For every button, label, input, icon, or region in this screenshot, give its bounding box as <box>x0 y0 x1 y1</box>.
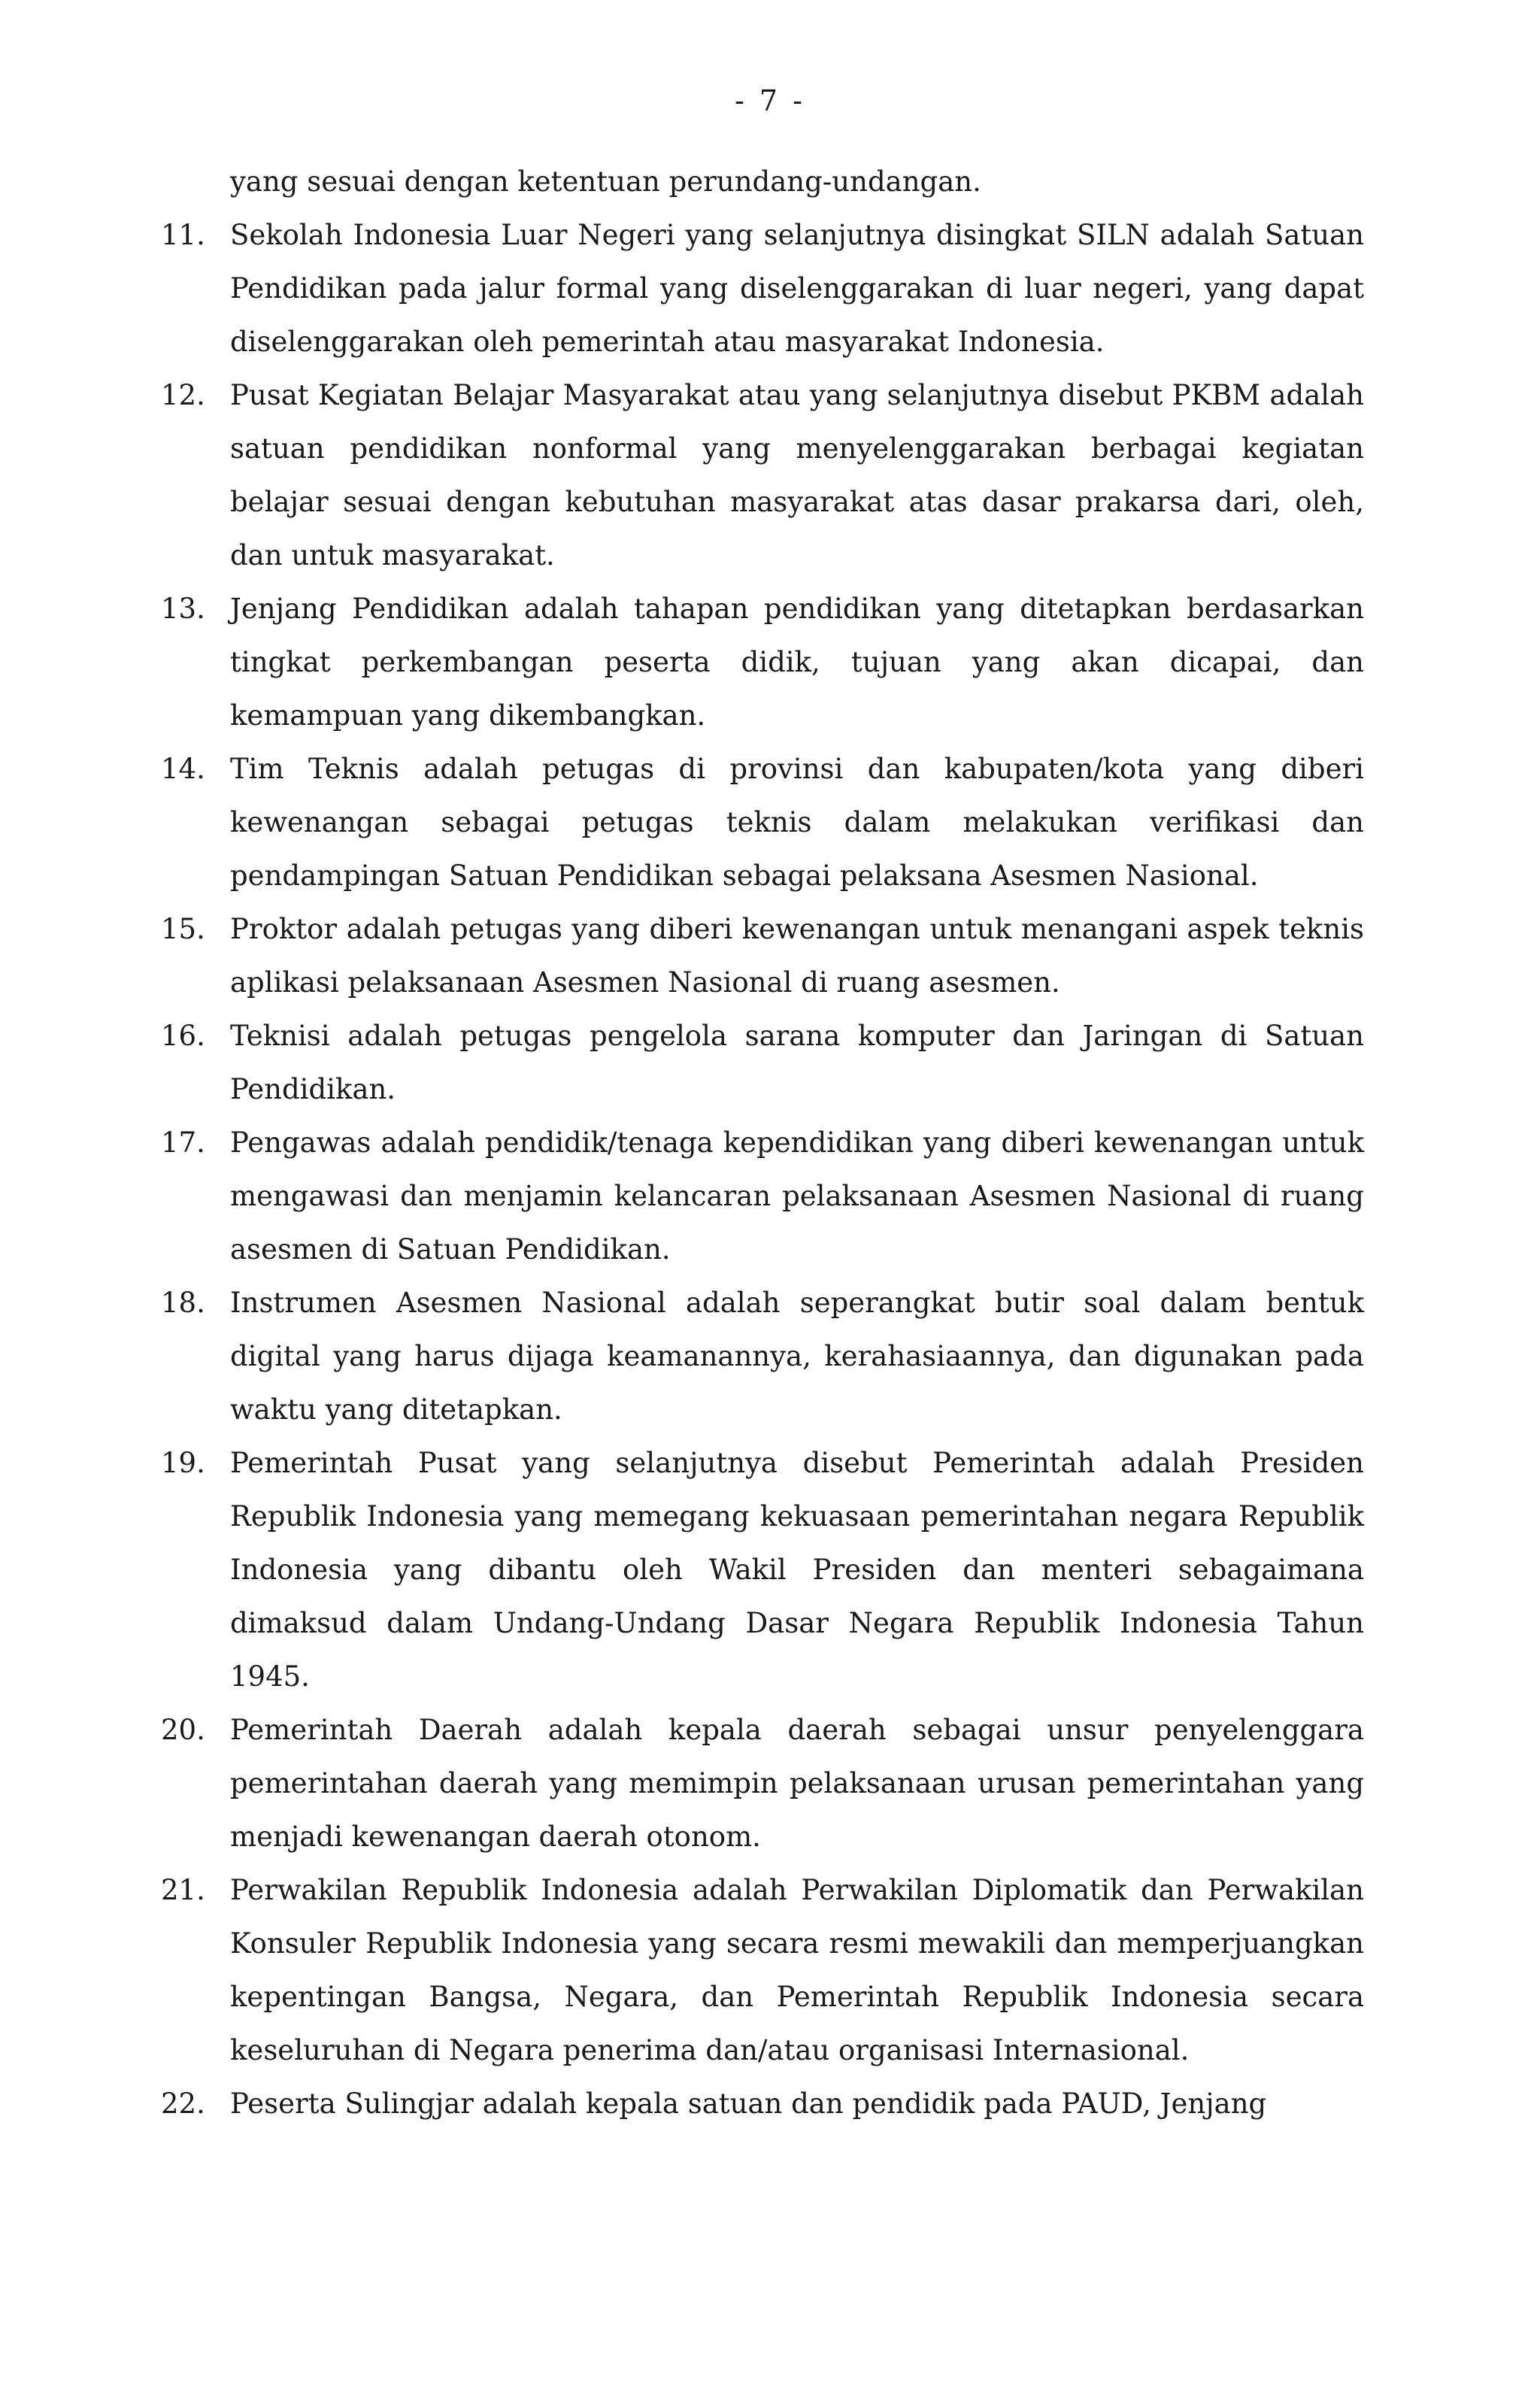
item-number: 14. <box>161 753 205 785</box>
item-number: 20. <box>161 1714 205 1746</box>
definition-item-15 <box>161 902 1364 1009</box>
definition-item-11 <box>161 208 1364 368</box>
item-number: 12. <box>161 379 205 411</box>
definition-item-13 <box>161 582 1364 742</box>
definition-item-19 <box>161 1436 1364 1703</box>
definition-item-22 <box>161 2077 1364 2130</box>
item-text: Proktor adalah petugas yang diberi kewenangan untuk menangani aspek teknis aplikasi pelaksanaan Asesmen Nasional di ruang asesmen. <box>230 913 1364 999</box>
item-text: Pengawas adalah pendidik/tenaga kependidikan yang diberi kewenangan untuk mengawasi dan menjamin kelancaran pelaksanaan Asesmen Nasional di ruang asesmen di Satuan Pendidikan. <box>230 1126 1364 1266</box>
definition-item-17 <box>161 1116 1364 1276</box>
continuation-text: yang sesuai dengan ketentuan perundang-undangan. <box>230 165 981 198</box>
definition-item-18 <box>161 1276 1364 1436</box>
item-text: Pusat Kegiatan Belajar Masyarakat atau yang selanjutnya disebut PKBM adalah satuan pendidikan nonformal yang menyelenggarakan berbagai kegiatan belajar sesuai dengan kebutuhan masyarakat atas dasar prakarsa dari, oleh, dan untuk masyarakat. <box>230 379 1364 571</box>
item-number: 17. <box>161 1126 205 1159</box>
item-number: 13. <box>161 593 205 625</box>
document-body <box>161 155 1364 2130</box>
definition-item-12 <box>161 368 1364 582</box>
item-number: 19. <box>161 1447 205 1479</box>
item-text: Pemerintah Daerah adalah kepala daerah sebagai unsur penyelenggara pemerintahan daerah yang memimpin pelaksanaan urusan pemerintahan yang menjadi kewenangan daerah otonom. <box>230 1714 1364 1853</box>
item-text: Perwakilan Republik Indonesia adalah Perwakilan Diplomatik dan Perwakilan Konsuler Republik Indonesia yang secara resmi mewakili dan memperjuangkan kepentingan Bangsa, Negara, dan Pemerintah Republik Indonesia secara keseluruhan di Negara penerima dan/atau organisasi Internasional. <box>230 1874 1364 2066</box>
definition-item-14 <box>161 742 1364 902</box>
item-text: Peserta Sulingjar adalah kepala satuan dan pendidik pada PAUD, Jenjang <box>230 2087 1267 2120</box>
item-number: 16. <box>161 1020 205 1052</box>
item-text: Instrumen Asesmen Nasional adalah seperangkat butir soal dalam bentuk digital yang harus dijaga keamanannya, kerahasiaannya, dan digunakan pada waktu yang ditetapkan. <box>230 1287 1364 1426</box>
item-text: Teknisi adalah petugas pengelola sarana komputer dan Jaringan di Satuan Pendidikan. <box>230 1020 1364 1105</box>
definition-item-20 <box>161 1703 1364 1863</box>
item-text: Jenjang Pendidikan adalah tahapan pendidikan yang ditetapkan berdasarkan tingkat perkembangan peserta didik, tujuan yang akan dicapai, dan kemampuan yang dikembangkan. <box>230 593 1364 732</box>
page-number: - 7 - <box>734 84 805 117</box>
item-text: Tim Teknis adalah petugas di provinsi dan kabupaten/kota yang diberi kewenangan sebagai petugas teknis dalam melakukan verifikasi dan pendampingan Satuan Pendidikan sebagai pelaksana Asesmen Nasional. <box>230 753 1364 892</box>
item-text: Sekolah Indonesia Luar Negeri yang selanjutnya disingkat SILN adalah Satuan Pendidikan pada jalur formal yang diselenggarakan di luar negeri, yang dapat diselenggarakan oleh pemerintah atau masyarakat Indonesia. <box>230 219 1364 358</box>
item-text: Pemerintah Pusat yang selanjutnya disebut Pemerintah adalah Presiden Republik Indonesia yang memegang kekuasaan pemerintahan negara Republik Indonesia yang dibantu oleh Wakil Presiden dan menteri sebagaimana dimaksud dalam Undang-Undang Dasar Negara Republik Indonesia Tahun 1945. <box>230 1447 1364 1693</box>
item-number: 18. <box>161 1287 205 1319</box>
item-number: 11. <box>161 219 205 251</box>
definition-item-21 <box>161 1863 1364 2077</box>
item-number: 22. <box>161 2087 205 2120</box>
item-number: 15. <box>161 913 205 945</box>
item-number: 21. <box>161 1874 205 1906</box>
definition-item-16 <box>161 1009 1364 1116</box>
